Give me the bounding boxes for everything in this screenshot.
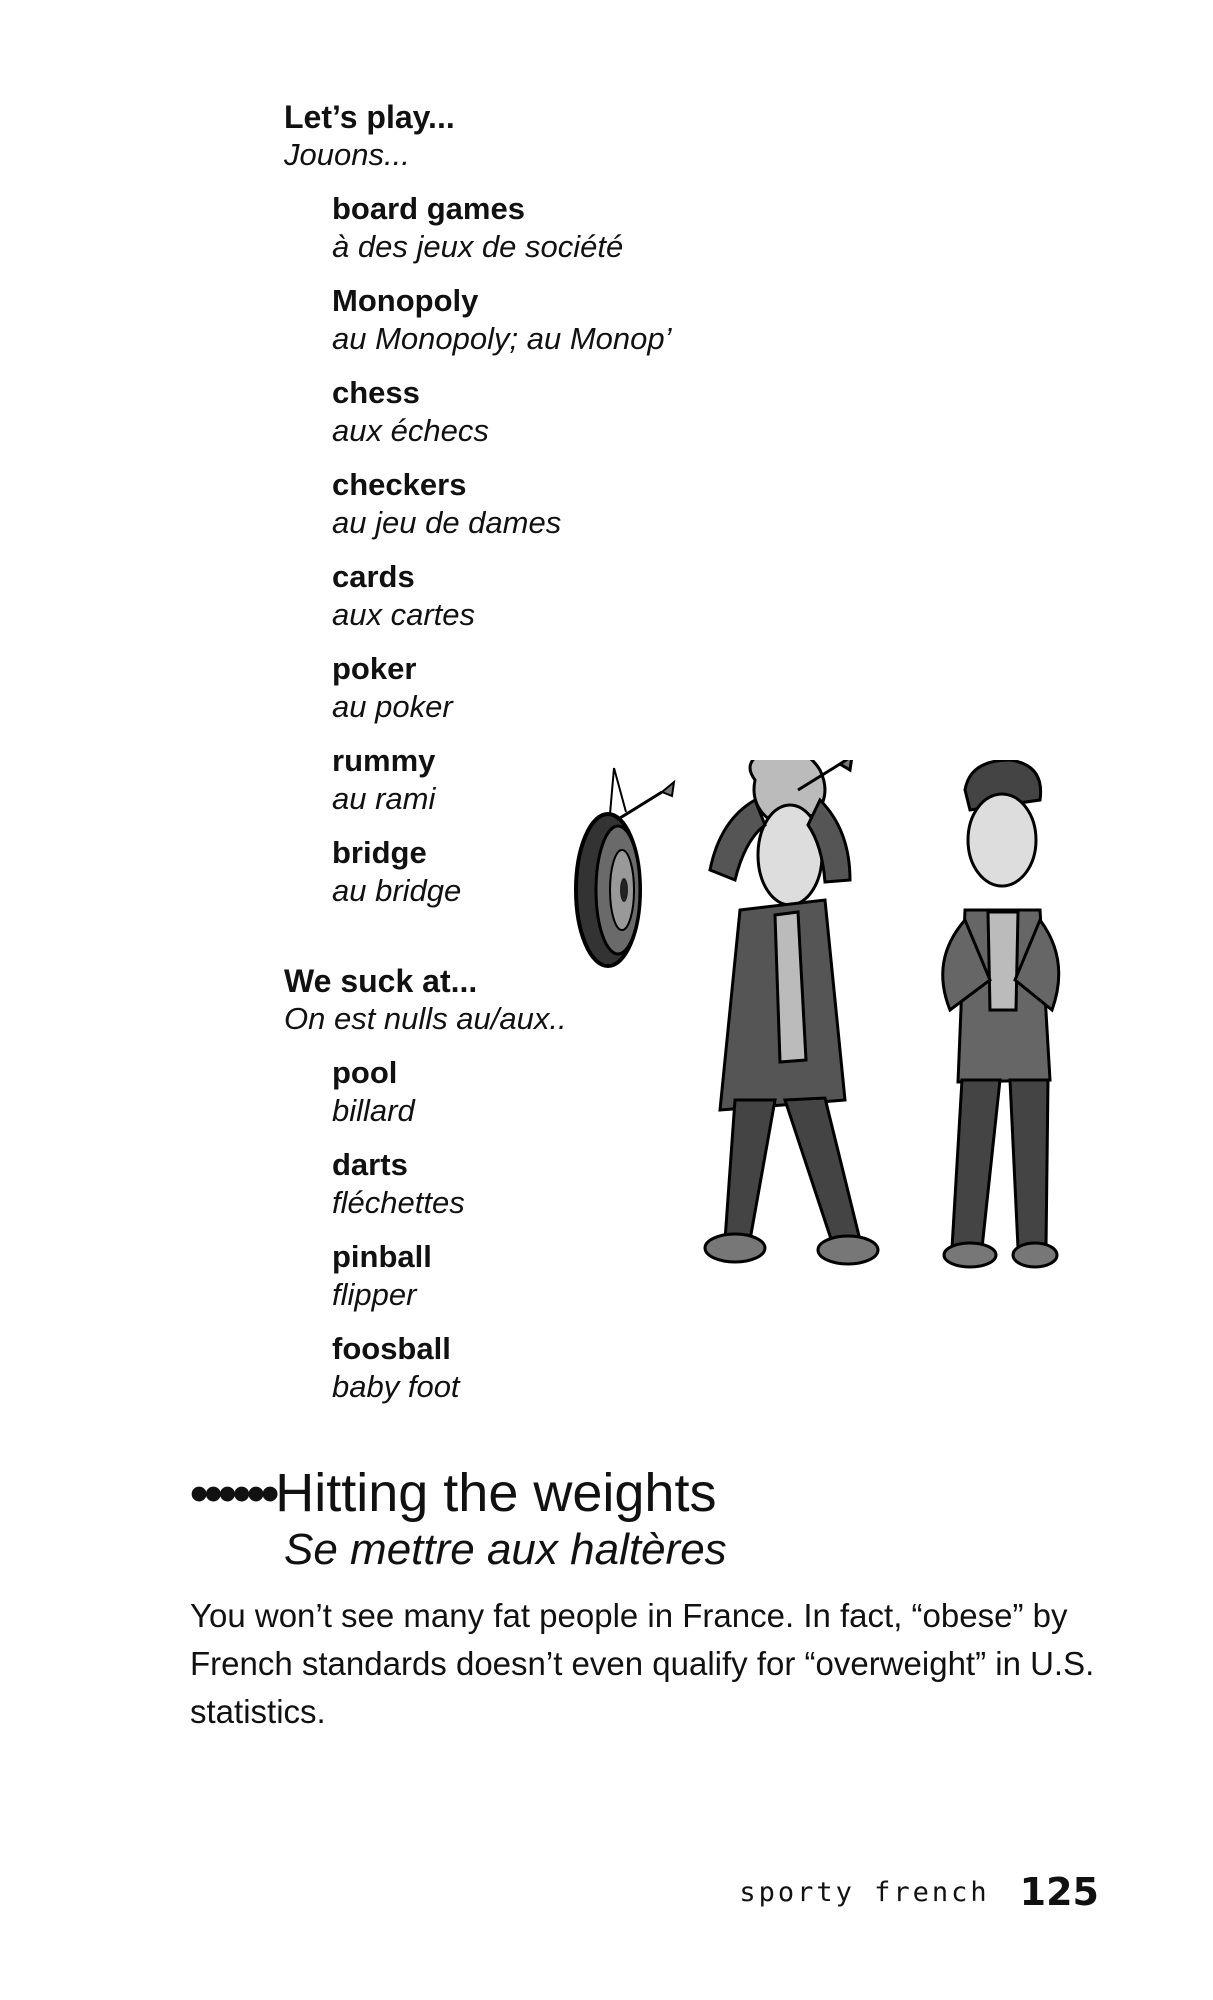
- vocab-english: checkers: [332, 467, 467, 502]
- section-we-suck-at: [284, 962, 567, 1422]
- vocab-item: [332, 190, 672, 266]
- vocab-french: au poker: [332, 689, 453, 724]
- vocab-item: [332, 466, 672, 542]
- page-number: 125: [1019, 1870, 1099, 1914]
- vocab-item: [332, 1330, 567, 1406]
- vocab-french: flipper: [332, 1277, 417, 1312]
- character-left: [705, 760, 878, 1264]
- vocab-french: au Monopoly; au Monop’: [332, 321, 672, 356]
- vocab-french: billard: [332, 1093, 415, 1128]
- vocab-french: au bridge: [332, 873, 462, 908]
- vocab-french: à des jeux de société: [332, 229, 624, 264]
- vocab-english: board games: [332, 191, 525, 226]
- vocab-french: baby foot: [332, 1369, 460, 1404]
- vocab-item: [332, 282, 672, 358]
- section-title: We suck at...: [284, 963, 478, 999]
- vocab-english: darts: [332, 1147, 408, 1182]
- heading-title: Hitting the weights: [275, 1463, 717, 1523]
- vocab-english: poker: [332, 651, 417, 686]
- running-title: sporty french: [739, 1876, 990, 1908]
- vocab-french: au rami: [332, 781, 436, 816]
- vocab-french: fléchettes: [332, 1185, 465, 1220]
- body-paragraph: You won’t see many fat people in France. In fact, “obese” by French standards doesn’t even qualify for “overweight” in U.S. statistics.: [190, 1597, 1095, 1730]
- dartboard: [576, 768, 674, 966]
- vocab-english: pool: [332, 1055, 398, 1090]
- vocab-item: [332, 1238, 567, 1314]
- section-subtitle: On est nulls au/aux..: [284, 1001, 567, 1036]
- vocab-item: [332, 558, 672, 634]
- vocab-item: [332, 650, 672, 726]
- character-right: [943, 760, 1059, 1267]
- section-subtitle: Jouons...: [284, 137, 410, 172]
- vocab-english: chess: [332, 375, 420, 410]
- vocab-french: aux cartes: [332, 597, 476, 632]
- heading-subtitle: Se mettre aux haltères: [284, 1525, 727, 1574]
- vocab-english: Monopoly: [332, 283, 479, 318]
- page-footer: [739, 1870, 1099, 1914]
- vocab-item: [332, 374, 672, 450]
- vocab-english: foosball: [332, 1331, 451, 1366]
- vocab-english: rummy: [332, 743, 436, 778]
- vocab-english: pinball: [332, 1239, 432, 1274]
- vocab-english: bridge: [332, 835, 427, 870]
- vocab-english: cards: [332, 559, 415, 594]
- vocab-item: [332, 1146, 567, 1222]
- vocab-french: aux échecs: [332, 413, 489, 448]
- heading-dots: ••••••: [190, 1465, 276, 1523]
- section-title: Let’s play...: [284, 99, 455, 135]
- vocab-item: [332, 1054, 567, 1130]
- cartoon-illustration: [570, 760, 1110, 1280]
- section-heading: [190, 1462, 727, 1575]
- vocab-french: au jeu de dames: [332, 505, 562, 540]
